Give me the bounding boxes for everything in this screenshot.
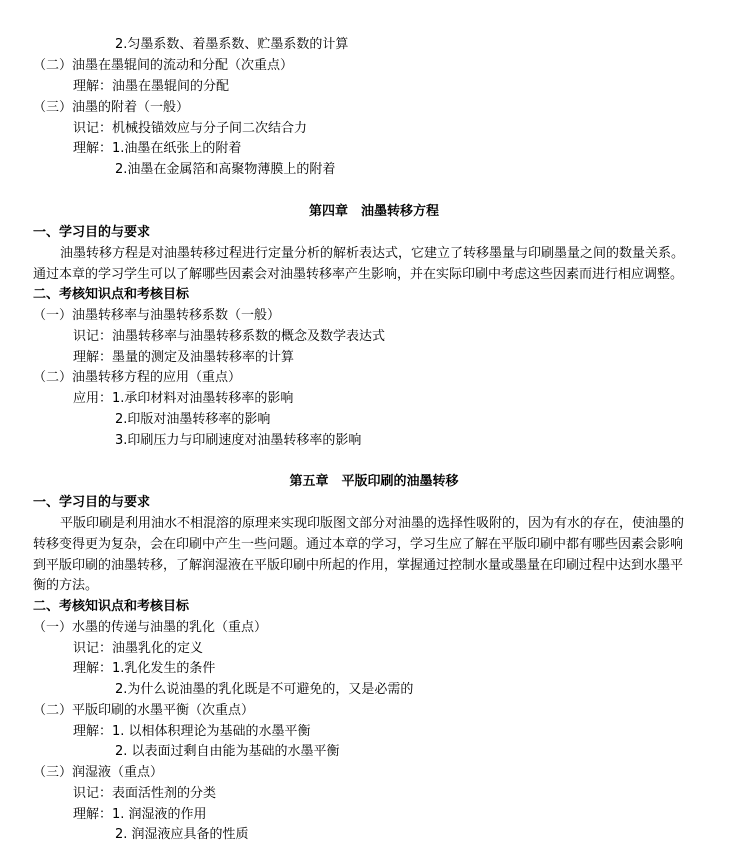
section-heading: 一、学习目的与要求 <box>33 225 151 240</box>
list-item: 2.油墨在金属箔和高聚物薄膜上的附着 <box>115 162 336 177</box>
paragraph-line: 通过本章的学习学生可以了解哪些因素会对油墨转移率产生影响，并在实际印刷中考虑这些因素而进行相应调整。 <box>33 267 684 282</box>
list-item: 识记：油墨转移率与油墨转移系数的概念及数学表达式 <box>73 329 386 344</box>
subsection-heading: （三）油墨的附着（一般） <box>33 100 190 115</box>
paragraph-line: 衡的方法。 <box>33 578 99 593</box>
list-item: 3.印刷压力与印刷速度对油墨转移率的影响 <box>115 433 362 448</box>
list-item: 理解：油墨在墨辊间的分配 <box>73 79 230 94</box>
chapter-title: 第五章 平版印刷的油墨转移 <box>289 474 459 489</box>
list-item: 2. 以表面过剩自由能为基础的水墨平衡 <box>115 744 340 759</box>
list-item: 2. 润湿液应具备的性质 <box>115 827 249 842</box>
paragraph-line: 平版印刷是利用油水不相混溶的原理来实现印版图文部分对油墨的选择性吸附的，因为有水的存在，使油墨的 <box>60 516 685 531</box>
list-item: 2.为什么说油墨的乳化既是不可避免的，又是必需的 <box>115 682 414 697</box>
subsection-heading: （二）油墨转移方程的应用（重点） <box>33 370 242 385</box>
list-item: 2.印版对油墨转移率的影响 <box>115 412 271 427</box>
section-heading: 二、考核知识点和考核目标 <box>33 287 190 302</box>
paragraph-line: 转移变得更为复杂，会在印刷中产生一些问题。通过本章的学习，学习生应了解在平版印刷中都有哪些因素会影响 <box>33 537 684 552</box>
list-item: 应用：1.承印材料对油墨转移率的影响 <box>73 391 294 406</box>
list-item: 理解：1. 润湿液的作用 <box>73 807 207 822</box>
list-item: 识记：表面活性剂的分类 <box>73 786 217 801</box>
list-item: 理解：1. 以相体积理论为基础的水墨平衡 <box>73 724 311 739</box>
subsection-heading: （三）润湿液（重点） <box>33 765 164 780</box>
subsection-heading: （二）平版印刷的水墨平衡（次重点） <box>33 703 255 718</box>
paragraph-line: 到平版印刷的油墨转移，了解润湿液在平版印刷中所起的作用，掌握通过控制水量或墨量在印刷过程中达到水墨平 <box>33 558 684 573</box>
section-heading: 一、学习目的与要求 <box>33 495 151 510</box>
list-item: 理解：1.油墨在纸张上的附着 <box>73 141 242 156</box>
paragraph-line: 油墨转移方程是对油墨转移过程进行定量分析的解析表达式，它建立了转移墨量与印刷墨量之间的数量关系。 <box>60 246 685 261</box>
list-item: 识记：机械投锚效应与分子间二次结合力 <box>73 121 308 136</box>
list-item: 2.匀墨系数、着墨系数、贮墨系数的计算 <box>115 37 349 52</box>
list-item: 理解：墨量的测定及油墨转移率的计算 <box>73 350 295 365</box>
list-item: 识记：油墨乳化的定义 <box>73 641 204 656</box>
subsection-heading: （二）油墨在墨辊间的流动和分配（次重点） <box>33 58 294 73</box>
subsection-heading: （一）油墨转移率与油墨转移系数（一般） <box>33 308 281 323</box>
subsection-heading: （一）水墨的传递与油墨的乳化（重点） <box>33 620 268 635</box>
list-item: 理解：1.乳化发生的条件 <box>73 661 216 676</box>
section-heading: 二、考核知识点和考核目标 <box>33 599 190 614</box>
chapter-title: 第四章 油墨转移方程 <box>308 204 439 219</box>
